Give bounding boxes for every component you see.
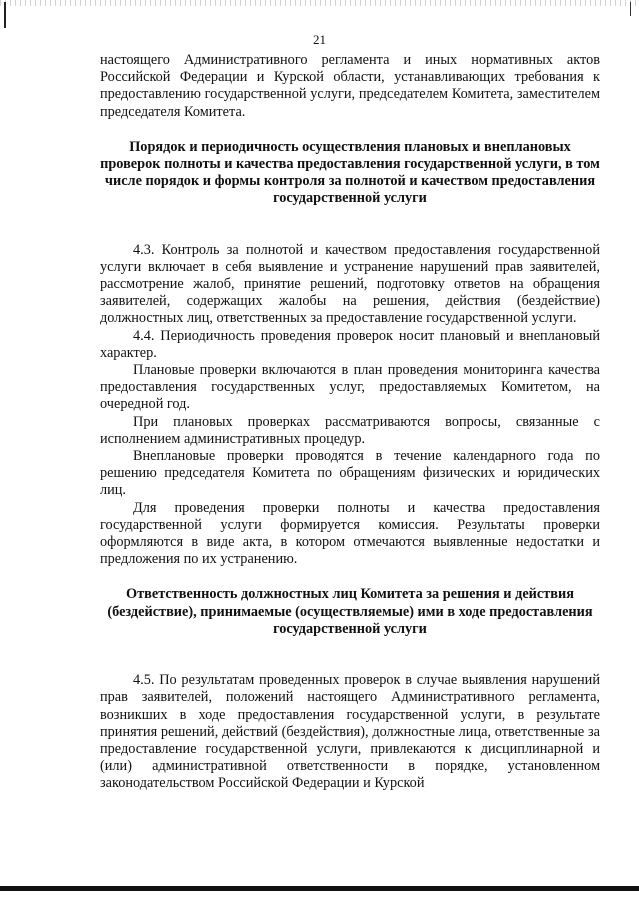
paragraph-commission: Для проведения проверки полноты и качества предоставления государственной услуги формируется комиссия. Результаты проверки оформляются в виде акта, в котором отмечаются выявленные недостатки и предложения по их устранению. bbox=[100, 499, 600, 568]
page-number: 21 bbox=[313, 32, 326, 47]
paragraph-planned-check-scope: При плановых проверках рассматриваются вопросы, связанные с исполнением административных процедур. bbox=[100, 413, 600, 447]
section-heading-responsibility: Ответственность должностных лиц Комитета за решения и действия (бездействие), принимаемые (осуществляемые) ими в ходе предоставления государственной услуги bbox=[107, 586, 593, 637]
section-heading-control: Порядок и периодичность осуществления плановых и внеплановых проверок полноты и качества предоставления государственной услуги, в том числе порядок и формы контроля за полнотой и качеством предоставления государственной услуги bbox=[100, 138, 600, 207]
paragraph-unplanned-checks: Внеплановые проверки проводятся в течение календарного года по решению председателя Комитета по обращениям физических и юридических лиц. bbox=[100, 448, 600, 499]
paragraph-4-3: 4.3. Контроль за полнотой и качеством предоставления государственной услуги включает в себя выявление и устранение нарушений прав заявителей, рассмотрение жалоб, принятие решений, подготовку ответов на обращения заявителей, содержащих жалобы на решения, действия (бездействие) должностных лиц, ответственных за предоставление государственной услуги. bbox=[100, 241, 600, 327]
scan-bottom-edge bbox=[0, 886, 639, 891]
paragraph-planned-checks: Плановые проверки включаются в план проведения мониторинга качества предоставления государственных услуг, предоставляемых Комитетом, на очередной год. bbox=[100, 362, 600, 413]
scan-edge-noise bbox=[0, 0, 639, 6]
document-page bbox=[100, 52, 600, 793]
scan-mark-left bbox=[4, 2, 6, 28]
paragraph-continuation: настоящего Административного регламента и иных нормативных актов Российской Федерации и Курской области, устанавливающих требования к предоставлению государственной услуги, председателем Комитета, заместителем председателя Комитета. bbox=[100, 52, 600, 120]
paragraph-4-5: 4.5. По результатам проведенных проверок в случае выявления нарушений прав заявителей, положений настоящего Административного регламента, возникших в ходе предоставления государственной услуги, в результате принятия решений, действий (бездействия), должностные лица, ответственные за предоставление государственной услуги, привлекаются к дисциплинарной и (или) административной ответственности в порядке, установленном законодательством Российской Федерации и Курской bbox=[100, 672, 600, 792]
scan-mark-right bbox=[630, 2, 631, 16]
paragraph-4-4: 4.4. Периодичность проведения проверок носит плановый и внеплановый характер. bbox=[100, 327, 600, 361]
